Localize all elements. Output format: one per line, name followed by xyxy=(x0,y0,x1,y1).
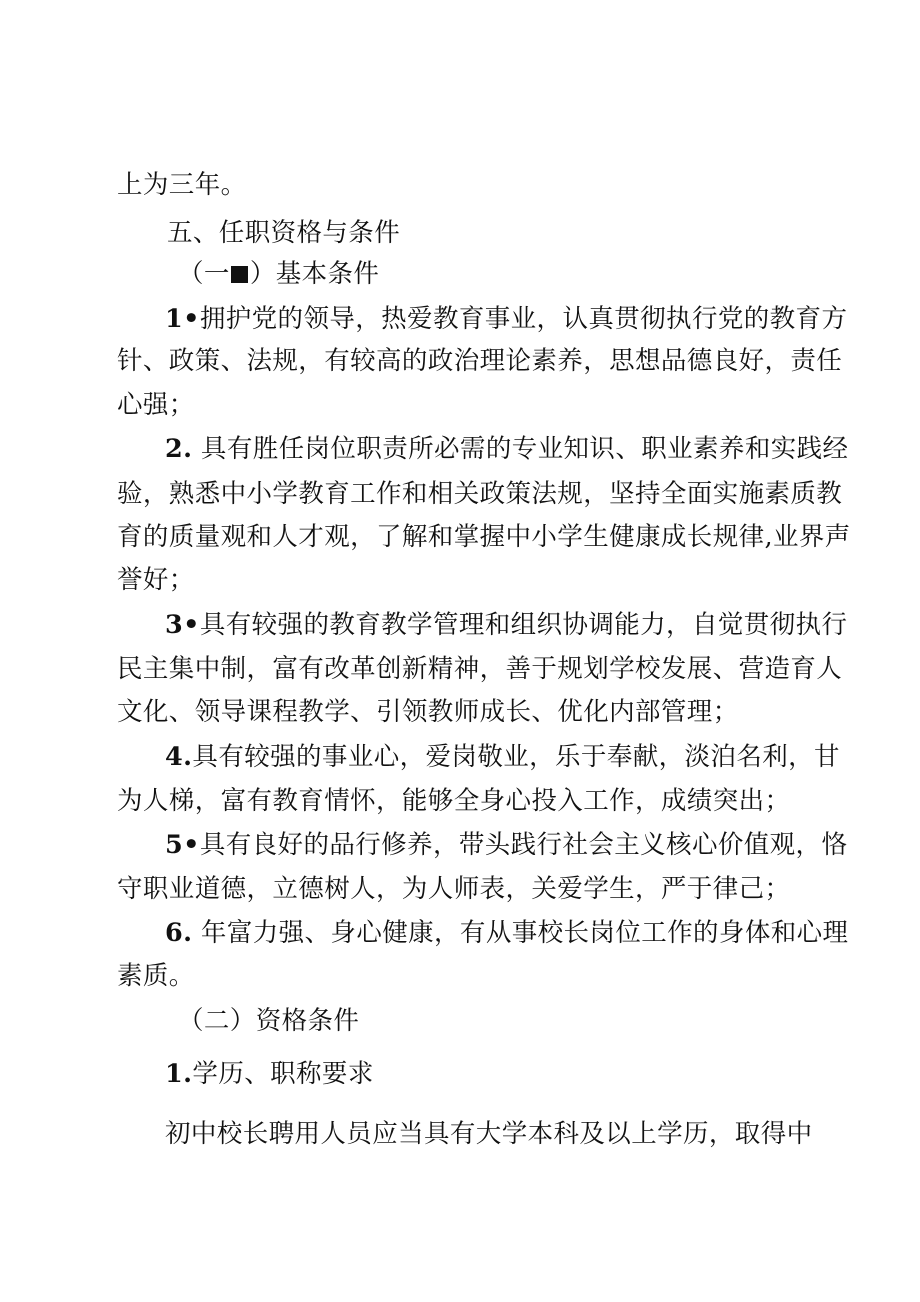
item-number: 6. xyxy=(165,918,193,948)
paragraph-first-line xyxy=(165,608,848,642)
line-text: 素质。 xyxy=(117,961,195,991)
item-number: 1• xyxy=(165,304,200,334)
text-line xyxy=(117,477,843,511)
line-text: 具有良好的品行修养，带头践行社会主义核心价值观，恪 xyxy=(199,830,848,860)
text-line xyxy=(117,784,817,818)
text-line xyxy=(117,520,851,554)
line-text: 拥护党的领导，热爱教育事业，认真贯彻执行党的教育方 xyxy=(199,304,848,334)
line-text: 文化、领导课程教学、引领教师成长、优化内部管理； xyxy=(117,697,739,727)
paragraph-first-line xyxy=(165,916,849,950)
text-line xyxy=(117,959,817,993)
paragraph-first-line xyxy=(165,302,848,336)
line-text: 誉好； xyxy=(117,565,195,595)
text-line xyxy=(117,344,843,378)
text-line xyxy=(117,168,817,202)
subsection-heading xyxy=(178,1004,878,1038)
line-text: 心强； xyxy=(117,390,195,420)
line-text: 具有较强的教育教学管理和组织协调能力，自觉贯彻执行 xyxy=(199,610,848,640)
section-heading xyxy=(167,216,867,250)
line-text: 验，熟悉中小学教育工作和相关政策法规，坚持全面实施素质教 xyxy=(117,479,843,509)
paragraph-first-line xyxy=(165,432,849,466)
line-text: 守职业道德，立德树人，为人师表，关爱学生，严于律己； xyxy=(117,874,791,904)
item-number: 5• xyxy=(165,830,200,860)
text-line xyxy=(117,872,817,906)
line-text: 具有较强的事业心，爱岗敬业，乐于奉献，淡泊名利，甘 xyxy=(192,742,840,772)
item-heading xyxy=(165,1057,865,1091)
line-text: 年富力强、身心健康，有从事校长岗位工作的身体和心理 xyxy=(192,918,849,948)
line-text: 民主集中制，富有改革创新精神，善于规划学校发展、营造育人 xyxy=(117,654,843,684)
item-number: 1. xyxy=(165,1059,193,1089)
heading-prefix: （一 xyxy=(178,259,230,289)
subsection-heading xyxy=(178,257,878,291)
heading-text: （二）资格条件 xyxy=(178,1006,360,1036)
item-number: 3• xyxy=(165,610,200,640)
line-text: 针、政策、法规，有较高的政治理论素养，思想品德良好，责任 xyxy=(117,346,843,376)
paragraph-first-line xyxy=(165,828,848,862)
line-text: 初中校长聘用人员应当具有大学本科及以上学历，取得中 xyxy=(165,1119,813,1149)
black-square-glyph xyxy=(231,266,248,283)
heading-suffix: ）基本条件 xyxy=(249,259,380,289)
text-line xyxy=(117,388,817,422)
paragraph-first-line xyxy=(165,740,840,774)
line-text: 学历、职称要求 xyxy=(192,1059,374,1089)
item-number: 4. xyxy=(165,742,193,772)
line-text: 具有胜任岗位职责所必需的专业知识、职业素养和实践经 xyxy=(192,434,849,464)
text-line xyxy=(117,695,817,729)
line-text: 育的质量观和人才观，了解和掌握中小学生健康成长规律,业界声 xyxy=(117,522,851,552)
text-line xyxy=(117,563,817,597)
line-text: 上为三年。 xyxy=(117,170,247,200)
line-text: 为人梯，富有教育情怀，能够全身心投入工作，成绩突出； xyxy=(117,786,791,816)
text-line xyxy=(117,652,843,686)
heading-text: 五、任职资格与条件 xyxy=(167,218,401,248)
item-number: 2. xyxy=(165,434,193,464)
text-line xyxy=(165,1117,865,1151)
